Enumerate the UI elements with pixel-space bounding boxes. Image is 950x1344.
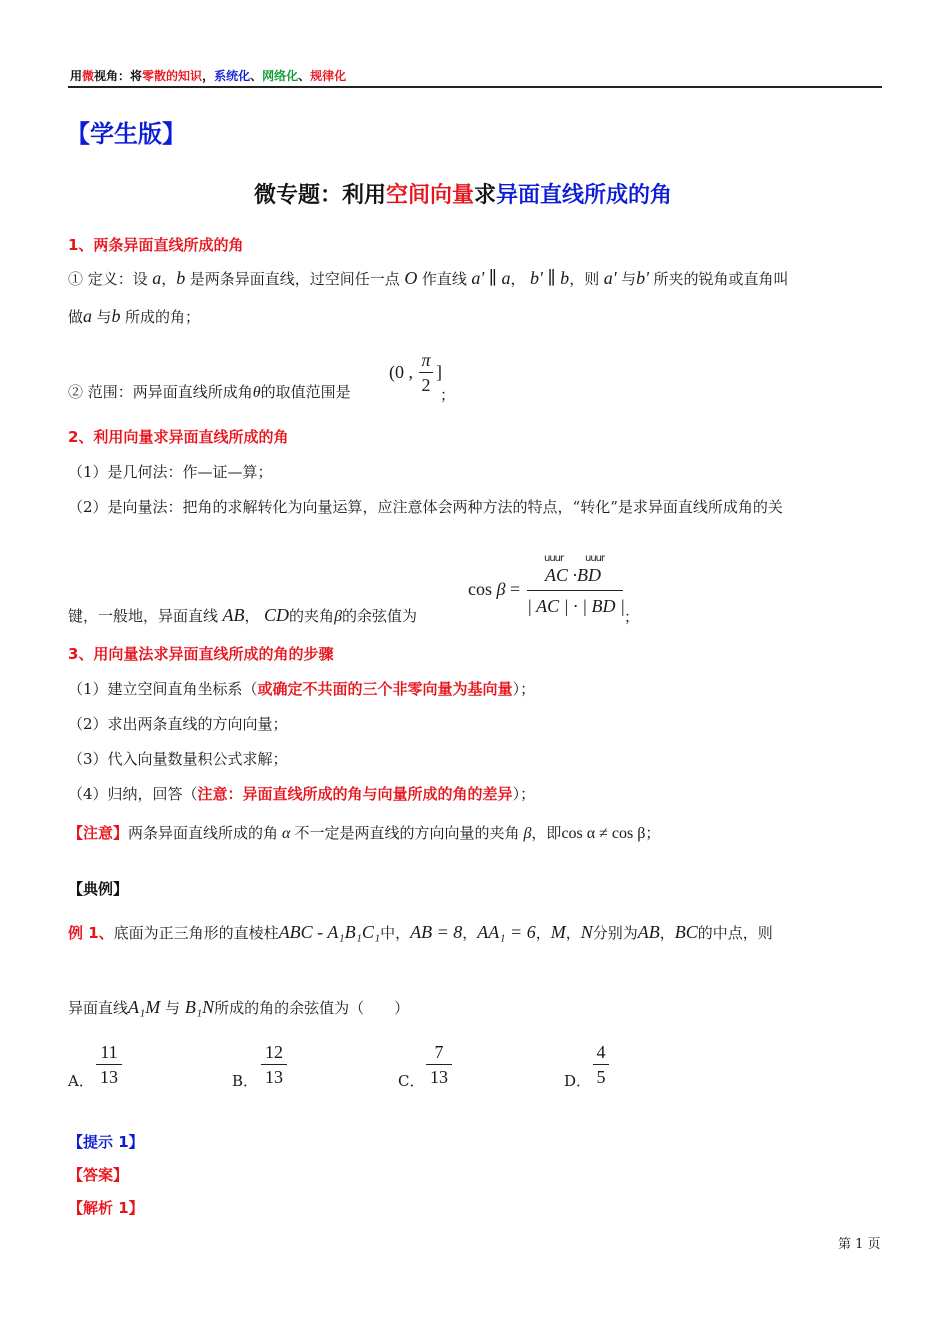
analysis-tag: 【解析 1】 bbox=[68, 1199, 144, 1217]
header-text: 视角：将 bbox=[94, 69, 143, 83]
example-question-line-1: 例 1、底面为正三角形的直棱柱ABC - A₁B₁C₁中，AB = 8，AA₁ = 6，M，N分别为AB，BC的中点，则 bbox=[68, 922, 773, 942]
cos-formula-lhs: cos β = bbox=[468, 579, 521, 599]
answer-tag: 【答案】 bbox=[68, 1166, 129, 1184]
method-1: （1）是几何法：作—证—算； bbox=[68, 463, 273, 481]
header-text: ， bbox=[202, 69, 215, 83]
title-part: 空间向量 bbox=[386, 183, 475, 208]
formula-denominator: | AC | · | BD | bbox=[527, 596, 625, 616]
definition-line-1: ① 定义：设 a，b 是两条异面直线，过空间任一点 O 作直线 a' ∥ a， b' ∥ b，则 a' 与b' 所夹的锐角或直角叫 bbox=[68, 268, 789, 288]
key-line: 键，一般地，异面直线 AB， CD的夹角β的余弦值为 bbox=[68, 605, 418, 625]
page-title bbox=[254, 178, 672, 209]
header-text: 零散的知识 bbox=[142, 69, 203, 83]
step-3: （3）代入向量数量积公式求解； bbox=[68, 750, 288, 768]
range-line: ② 范围：两异面直线所成角θ的取值范围是 bbox=[68, 383, 351, 401]
step-1: （1）建立空间直角坐标系（或确定不共面的三个非零向量为基向量）； bbox=[68, 680, 536, 698]
formula-bar bbox=[527, 590, 623, 591]
edition-tag: 【学生版】 bbox=[66, 120, 186, 148]
section-3-heading: 3、用向量法求异面直线所成的角的步骤 bbox=[68, 645, 334, 663]
option-b-value: 12 13 bbox=[261, 1042, 287, 1088]
example-tag: 【典例】 bbox=[68, 880, 129, 898]
vector-arrow-bd: uuur bbox=[585, 553, 605, 564]
header-slogan bbox=[70, 67, 346, 84]
formula-end: ； bbox=[624, 608, 640, 626]
option-c-value: 7 13 bbox=[426, 1042, 452, 1088]
title-part: 异面直线所成的角 bbox=[496, 183, 673, 208]
hint-tag: 【提示 1】 bbox=[68, 1133, 144, 1151]
formula-numerator: AC ·BD bbox=[545, 565, 602, 585]
range-open: (0 , bbox=[389, 362, 413, 382]
definition-line-2: 做a 与b 所成的角； bbox=[68, 306, 201, 326]
range-fraction: π 2 bbox=[419, 350, 433, 396]
header-divider bbox=[68, 86, 882, 88]
header-text: 网络化 bbox=[262, 69, 299, 83]
page-number: 第 1 页 bbox=[838, 1237, 881, 1252]
header-text: 微 bbox=[82, 69, 95, 83]
header-text: 规律化 bbox=[310, 69, 347, 83]
vector-arrow-ac: uuur bbox=[544, 553, 564, 564]
section-2-heading: 2、利用向量求异面直线所成的角 bbox=[68, 428, 289, 446]
option-b-label: B． bbox=[232, 1072, 259, 1090]
method-2: （2）是向量法：把角的求解转化为向量运算，应注意体会两种方法的特点，“转化”是求异面直线所成角的关 bbox=[68, 498, 783, 516]
option-d-label: D． bbox=[564, 1072, 592, 1090]
title-part: 求 bbox=[474, 183, 497, 208]
note-line: 【注意】两条异面直线所成的角 α 不一定是两直线的方向向量的夹角 β，即cos α ≠ cos β； bbox=[68, 824, 661, 842]
option-a-value: 11 13 bbox=[96, 1042, 122, 1088]
option-d-value: 4 5 bbox=[593, 1042, 609, 1088]
header-text: 、 bbox=[250, 69, 263, 83]
example-question-line-2: 异面直线A₁M 与 B₁N所成的角的余弦值为（ ） bbox=[68, 997, 410, 1017]
step-2: （2）求出两条直线的方向向量； bbox=[68, 715, 288, 733]
range-end: ； bbox=[440, 386, 456, 404]
option-a-label: A． bbox=[68, 1072, 94, 1090]
header-text: 、 bbox=[298, 69, 311, 83]
step-4: （4）归纳，回答（注意：异面直线所成的角与向量所成的角的差异）； bbox=[68, 785, 536, 803]
range-close: ] bbox=[436, 362, 442, 382]
title-part: 微专题：利用 bbox=[254, 183, 387, 208]
header-text: 用 bbox=[70, 69, 83, 83]
section-1-heading: 1、两条异面直线所成的角 bbox=[68, 236, 244, 254]
header-text: 系统化 bbox=[214, 69, 251, 83]
option-c-label: C． bbox=[398, 1072, 425, 1090]
